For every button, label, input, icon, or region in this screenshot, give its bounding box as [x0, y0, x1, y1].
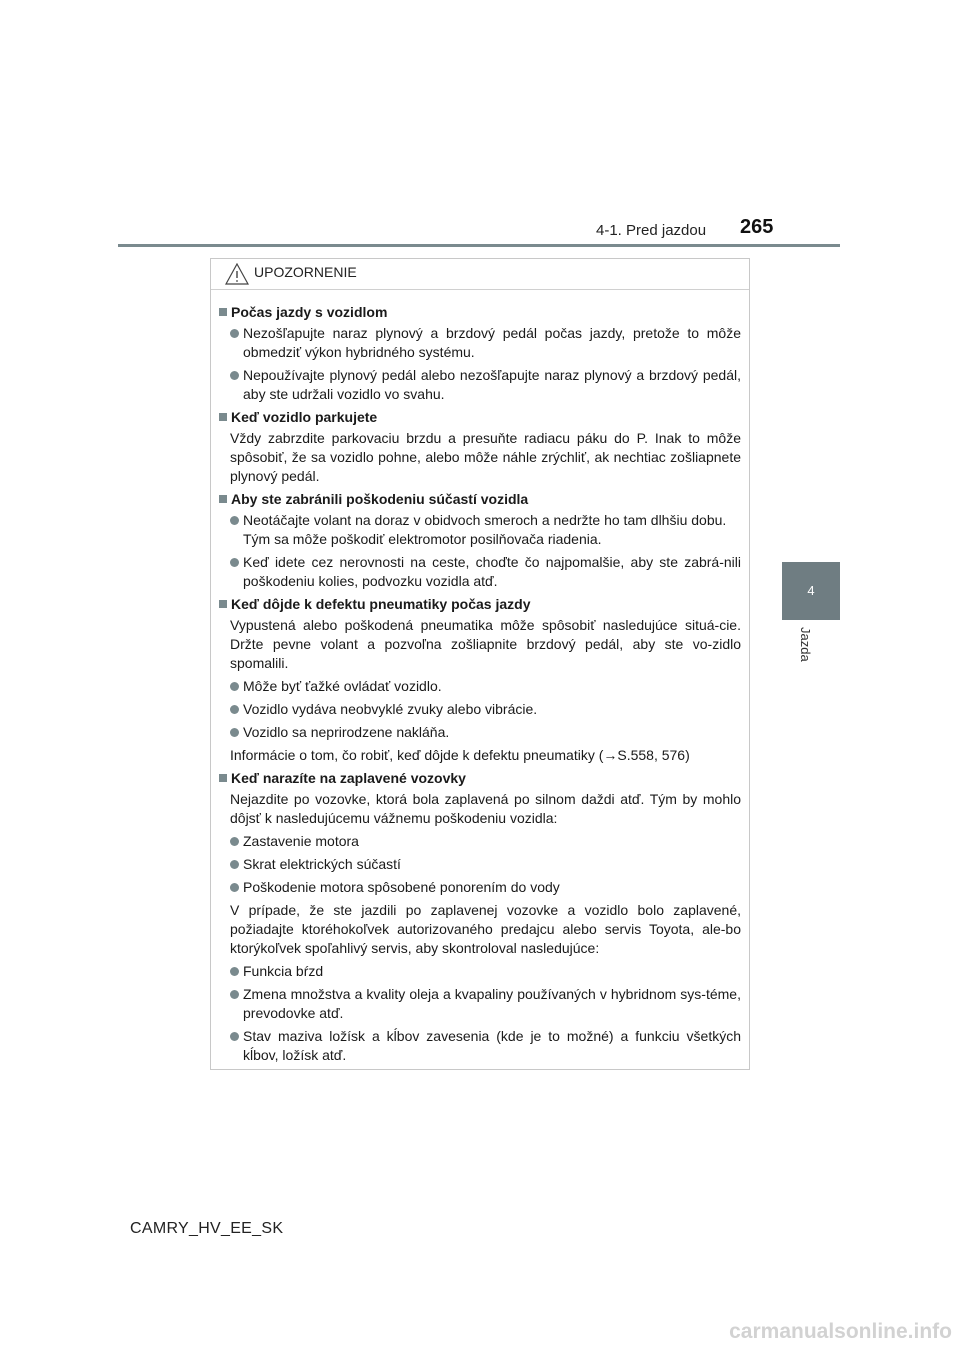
- section-heading-text: Počas jazdy s vozidlom: [231, 304, 388, 320]
- item-text: V prípade, že ste jazdili po zaplavenej vozovke a vozidlo bolo zaplavené, požiadajte ktoréhokoľvek autorizovaného predajcu alebo servis Toyota, ale-bo ktorýkoľvek spoľahlivý servis, aby skontroloval nasledujúce:: [230, 902, 741, 956]
- paragraph: [230, 429, 741, 486]
- section-heading-text: Keď narazíte na zaplavené vozovky: [231, 770, 466, 786]
- warning-header: [211, 259, 749, 290]
- item-text: Neotáčajte volant na doraz v obidvoch smeroch a nedržte ho tam dlhšiu dobu.: [243, 512, 727, 528]
- chapter-label: Jazda: [798, 627, 813, 662]
- bullet-item: [219, 700, 741, 719]
- warning-triangle-icon: [225, 263, 249, 285]
- item-text: Môže byť ťažké ovládať vozidlo.: [243, 678, 442, 694]
- item-text: Funkcia bŕzd: [243, 963, 324, 979]
- item-text: Nepoužívajte plynový pedál alebo nezošľapujte naraz plynový a brzdový pedál, aby ste udržali vozidlo vo svahu.: [243, 367, 741, 402]
- item-text: Zmena množstva a kvality oleja a kvapaliny používaných v hybridnom sys-téme, prevodovke atď.: [243, 986, 741, 1021]
- warning-body: [211, 290, 749, 1065]
- bullet-item: [219, 366, 741, 404]
- section-heading: [219, 408, 741, 427]
- section-heading: [219, 490, 741, 509]
- item-text: Nejazdite po vozovke, ktorá bola zaplavená po silnom daždi atď. Tým by mohlo dôjsť k nasledujúcemu vážnemu poškodeniu vozidla:: [230, 791, 741, 826]
- item-text: Keď idete cez nerovnosti na ceste, choďte čo najpomalšie, aby ste zabrá-nili poškodeniu kolies, podvozku vozidla atď.: [243, 554, 741, 589]
- square-bullet-icon: [219, 495, 227, 503]
- item-text: Vozidlo vydáva neobvyklé zvuky alebo vibrácie.: [243, 701, 538, 717]
- square-bullet-icon: [219, 413, 227, 421]
- bullet-item: [219, 553, 741, 591]
- section-heading-text: Aby ste zabránili poškodeniu súčastí vozidla: [231, 491, 529, 507]
- warning-title: UPOZORNENIE: [254, 264, 357, 280]
- section-heading: [219, 303, 741, 322]
- bullet-item: [219, 985, 741, 1023]
- bullet-item: [219, 723, 741, 742]
- item-text: Poškodenie motora spôsobené ponorením do vody: [243, 879, 560, 895]
- section-heading-text: Keď dôjde k defektu pneumatiky počas jazdy: [231, 596, 531, 612]
- header-rule: [118, 244, 840, 247]
- item-text: Zastavenie motora: [243, 833, 359, 849]
- paragraph: [230, 616, 741, 673]
- square-bullet-icon: [219, 600, 227, 608]
- section-heading-text: Keď vozidlo parkujete: [231, 409, 378, 425]
- bullet-item: [219, 832, 741, 851]
- section-header: 4-1. Pred jazdou: [596, 222, 707, 239]
- item-text: Nezošľapujte naraz plynový a brzdový pedál počas jazdy, pretože to môže obmedziť výkon hybridného systému.: [243, 325, 741, 360]
- item-text: Informácie o tom, čo robiť, keď dôjde k defektu pneumatiky (→S.558, 576): [230, 747, 690, 763]
- item-text: Vždy zabrzdite parkovaciu brzdu a presuňte radiacu páku do P. Inak to môže spôsobiť, že sa vozidlo pohne, alebo môže náhle zrýchliť, ak nechtiac zošliapnete plynový pedál.: [230, 430, 741, 484]
- chapter-tab: 4: [782, 562, 840, 620]
- item-extra-text: Tým sa môže poškodiť elektromotor posilňovača riadenia.: [243, 531, 602, 547]
- item-text: Stav maziva ložísk a kĺbov zavesenia (kde je to možné) a funkciu všetkých kĺbov, ložísk atď.: [243, 1028, 741, 1063]
- bullet-item: [219, 511, 741, 549]
- section-heading: [219, 595, 741, 614]
- bullet-item: [219, 962, 741, 981]
- watermark: carmanualsonline.info: [729, 1320, 952, 1343]
- bullet-item: [219, 1027, 741, 1065]
- warning-box: [210, 258, 750, 1070]
- item-text: Skrat elektrických súčastí: [243, 856, 401, 872]
- square-bullet-icon: [219, 774, 227, 782]
- item-text: Vozidlo sa neprirodzene nakláňa.: [243, 724, 450, 740]
- paragraph: [230, 901, 741, 958]
- paragraph: [230, 790, 741, 828]
- page-number: 265: [740, 216, 774, 238]
- paragraph: [230, 746, 741, 765]
- section-heading: [219, 769, 741, 788]
- bullet-item: [219, 855, 741, 874]
- item-text: Vypustená alebo poškodená pneumatika môže spôsobiť nasledujúce situá-cie. Držte pevne volant a pozvoľna zošliapnite brzdový pedál, aby ste vo-zidlo spomalili.: [230, 617, 741, 671]
- footer-code: CAMRY_HV_EE_SK: [130, 1220, 284, 1237]
- square-bullet-icon: [219, 308, 227, 316]
- bullet-item: [219, 878, 741, 897]
- bullet-item: [219, 677, 741, 696]
- bullet-item: [219, 324, 741, 362]
